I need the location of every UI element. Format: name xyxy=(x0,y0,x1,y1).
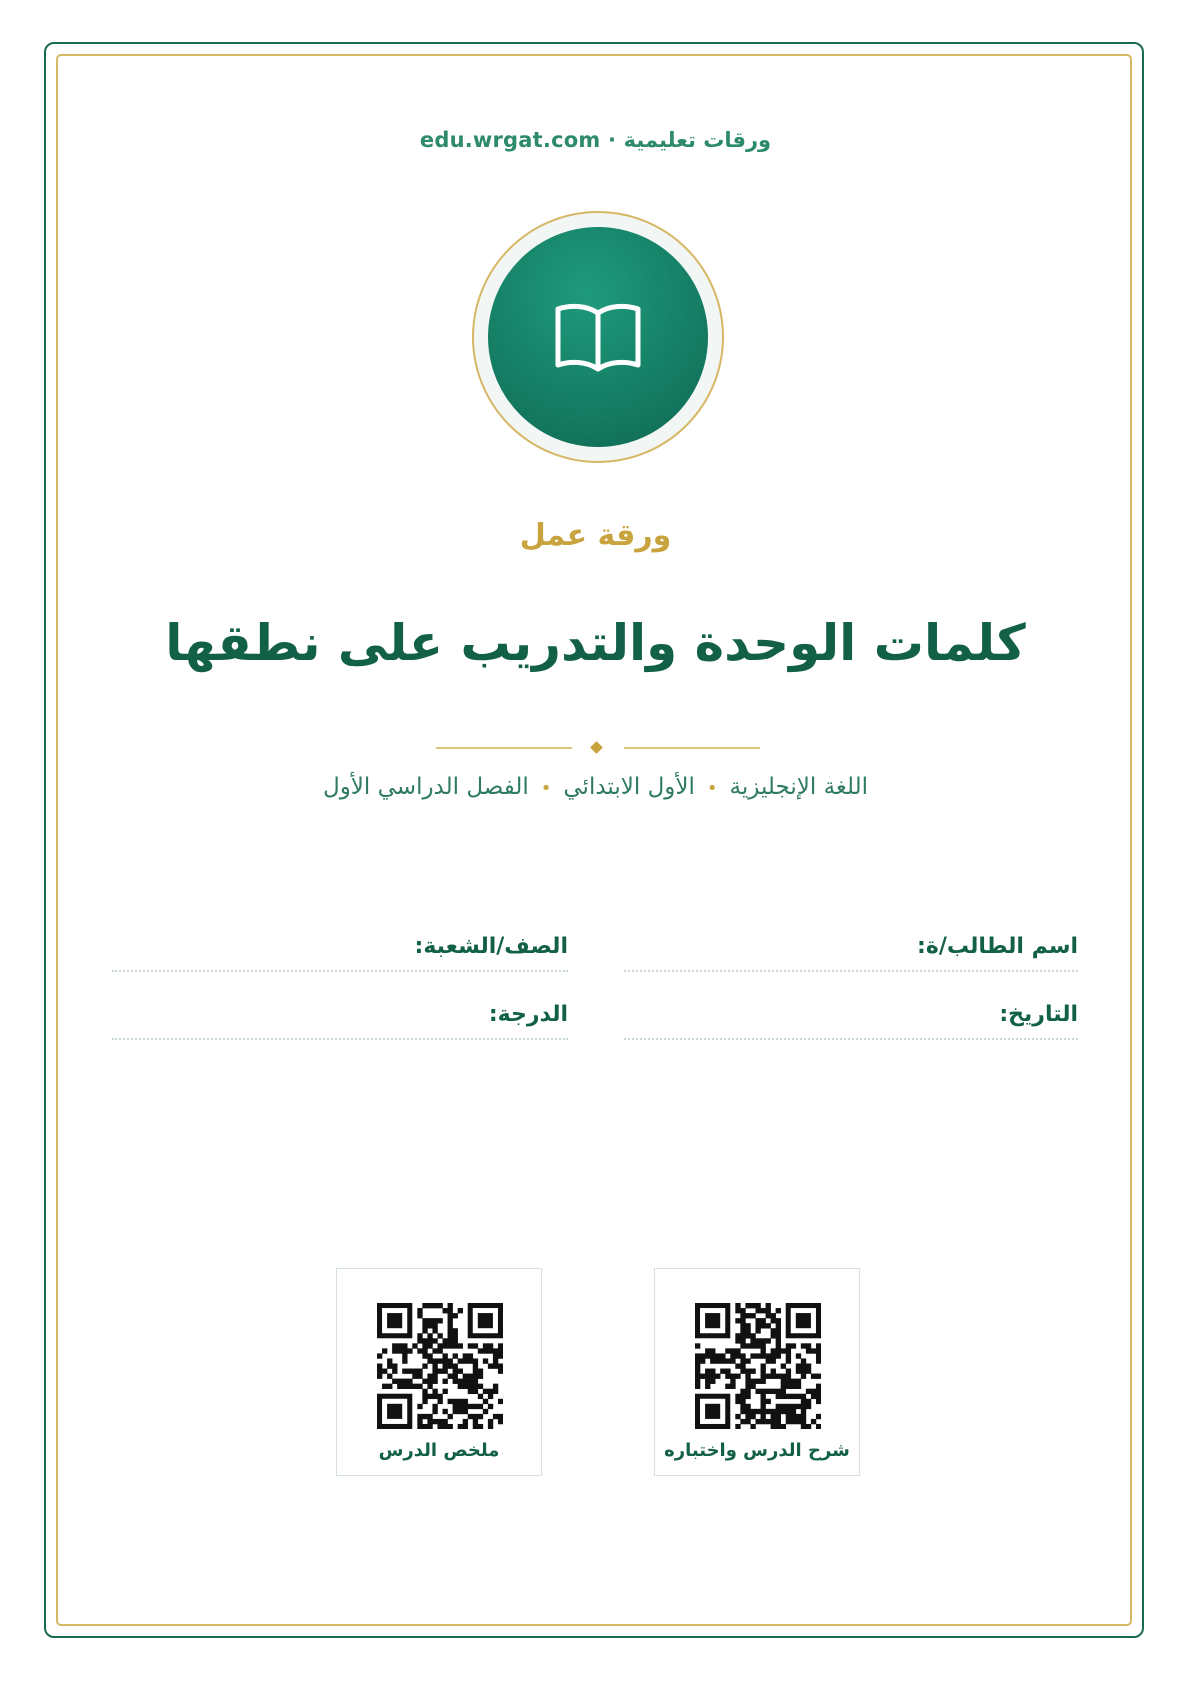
open-book-icon xyxy=(552,299,644,375)
qr-card-lesson-summary[interactable] xyxy=(336,1268,542,1476)
site-header[interactable]: edu.wrgat.com · ورقات تعليمية xyxy=(419,128,772,152)
qr-code-icon xyxy=(695,1303,821,1429)
grade-label: الدرجة: xyxy=(488,1002,568,1027)
meta-separator: • xyxy=(706,778,718,799)
emblem-disc xyxy=(488,227,708,447)
date-label: التاريخ: xyxy=(999,1002,1078,1027)
course-meta xyxy=(0,774,1191,800)
class-section-field[interactable] xyxy=(112,926,568,972)
class-section-label: الصف/الشعبة: xyxy=(414,934,568,959)
page-title: كلمات الوحدة والتدريب على نطقها xyxy=(165,614,1026,672)
meta-separator: • xyxy=(540,778,552,799)
qr-code-icon xyxy=(377,1303,503,1429)
qr-caption: شرح الدرس واختباره xyxy=(664,1440,850,1461)
divider-line-left xyxy=(436,747,572,749)
title-divider xyxy=(436,741,760,755)
qr-card-lesson-explanation[interactable] xyxy=(654,1268,860,1476)
qr-caption: ملخص الدرس xyxy=(378,1440,500,1461)
emblem xyxy=(472,211,724,463)
grade-field[interactable] xyxy=(112,994,568,1040)
worksheet-label: ورقة عمل xyxy=(519,518,672,553)
divider-diamond xyxy=(590,741,603,754)
subject-label: اللغة الإنجليزية xyxy=(729,774,869,800)
date-field[interactable] xyxy=(624,994,1078,1040)
student-name-field[interactable] xyxy=(624,926,1078,972)
student-name-label: اسم الطالب/ة: xyxy=(917,934,1078,959)
grade-level-label: الأول الابتدائي xyxy=(563,774,695,800)
divider-line-right xyxy=(624,747,760,749)
term-label: الفصل الدراسي الأول xyxy=(322,774,529,800)
